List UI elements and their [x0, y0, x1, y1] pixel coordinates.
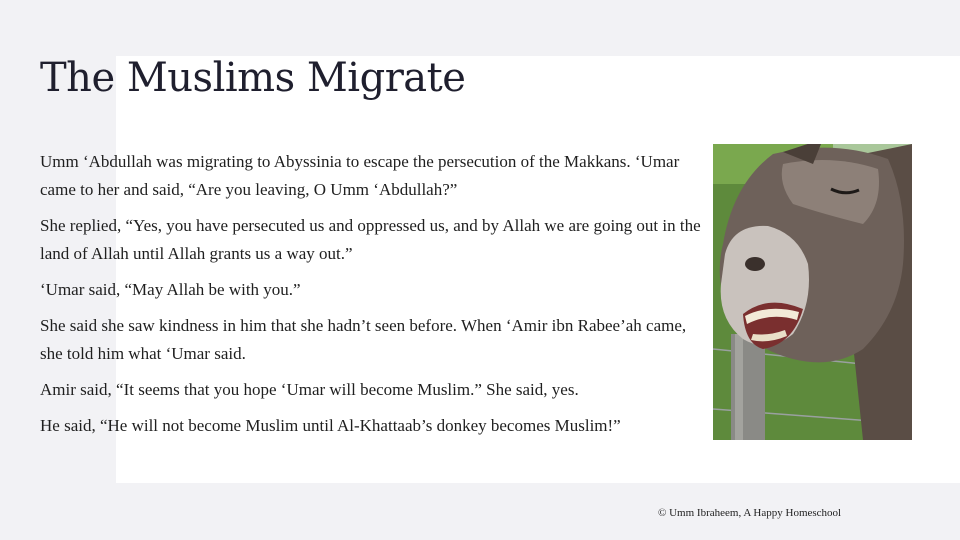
copyright-footer: © Umm Ibraheem, A Happy Homeschool — [658, 507, 842, 519]
slide-body — [40, 148, 710, 448]
paragraph-4: She said she saw kindness in him that she hadn’t seen before. When ‘Amir ibn Rabee’ah came, she told him what ‘Umar said. — [40, 316, 687, 363]
paragraph-2: She replied, “Yes, you have persecuted us and oppressed us, and by Allah we are going out in the land of Allah until Allah grants us a way out.” — [40, 216, 701, 263]
paragraph-1: Umm ‘Abdullah was migrating to Abyssinia to escape the persecution of the Makkans. ‘Umar came to her and said, “Are you leaving, O Umm ‘Abdullah?” — [40, 152, 680, 199]
paragraph-6: He said, “He will not become Muslim until Al-Khattaab’s donkey becomes Muslim!” — [40, 416, 621, 435]
slide-title: The Muslims Migrate — [40, 55, 466, 101]
paragraph-5: Amir said, “It seems that you hope ‘Umar will become Muslim.” She said, yes. — [40, 380, 579, 399]
paragraph-3: ‘Umar said, “May Allah be with you.” — [40, 280, 301, 299]
donkey-photo — [713, 144, 912, 440]
